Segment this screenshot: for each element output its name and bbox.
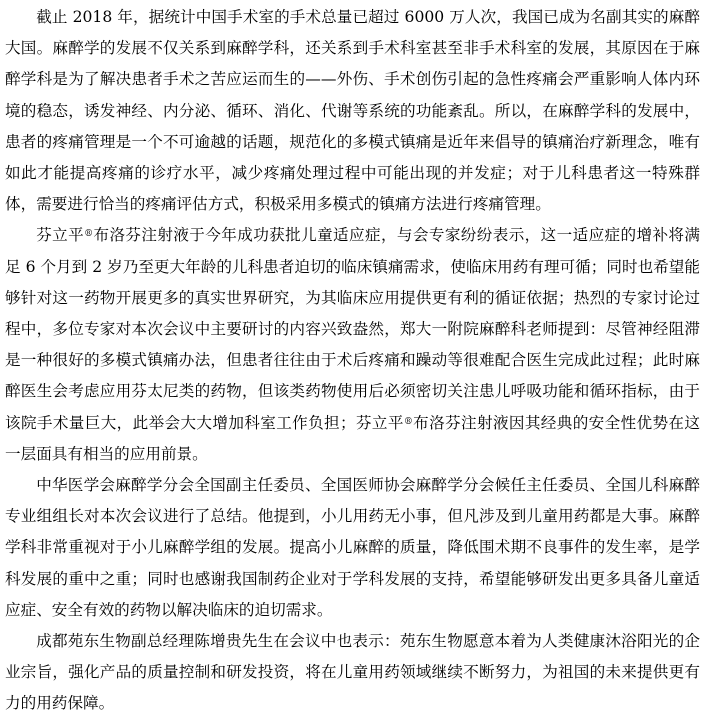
paragraph-3: 中华医学会麻醉学分会全国副主任委员、全国医师协会麻醉学分会候任主任委员、全国儿科麻醉专业组组长对本次会议进行了总结。他提到，小儿用药无小事，但凡涉及到儿童用药都是大事。麻醉学科非常重视对于小儿麻醉学组的发展。提高小儿麻醉的质量，降低围术期不良事件的发生率，是学科发展的重中之重；同时也感谢我国制药企业对于学科发展的支持，希望能够研发出更多具备儿童适应症、安全有效的药物以解决临床的迫切需求。 xyxy=(5,476,700,619)
paragraph-1: 截止 2018 年，据统计中国手术室的手术总量已超过 6000 万人次，我国已成为名副其实的麻醉大国。麻醉学的发展不仅关系到麻醉学科，还关系到手术科室甚至非手术科室的发展，其原因在于麻醉学科是为了解决患者手术之苦应运而生的——外伤、手术创伤引起的急性疼痛会严重影响人体内环境的稳态，诱发神经、内分泌、循环、消化、代谢等系统的功能紊乱。所以，在麻醉学科的发展中，患者的疼痛管理是一个不可逾越的话题，规范化的多模式镇痛是近年来倡导的镇痛治疗新理念，唯有如此才能提高疼痛的诊疗水平，减少疼痛处理过程中可能出现的并发症；对于儿科患者这一特殊群体，需要进行恰当的疼痛评估方式，积极采用多模式的镇痛方法进行疼痛管理。 xyxy=(5,8,700,214)
registered-trademark-icon: ® xyxy=(403,416,413,427)
registered-trademark-icon: ® xyxy=(84,229,94,240)
paragraph-4: 成都苑东生物副总经理陈增贵先生在会议中也表示：苑东生物愿意本着为人类健康沐浴阳光的企业宗旨，强化产品的质量控制和研发投资，将在儿童用药领域继续不断努力，为祖国的未来提供更有力的用药保障。 xyxy=(5,632,700,713)
paragraph-2: 芬立平®布洛芬注射液于今年成功获批儿童适应症，与会专家纷纷表示，这一适应症的增补将满足 6 个月到 2 岁乃至更大年龄的儿科患者迫切的临床镇痛需求，使临床用药有理可循；同时也希望能够针对这一药物开展更多的真实世界研究，为其临床应用提供更有利的循证依据；热烈的专家讨论过程中，多位专家对本次会议中主要研讨的内容兴致盎然，郑大一附院麻醉科老师提到：尽管神经阻滞是一种很好的多模式镇痛办法，但患者往往由于术后疼痛和躁动等很难配合医生完成此过程；此时麻醉医生会考虑应用芬太尼类的药物，但该类药物使用后必须密切关注患儿呼吸功能和循环指标，由于该院手术量巨大，此举会大大增加科室工作负担；芬立平®布洛芬注射液因其经典的安全性优势在这一层面具有相当的应用前景。 xyxy=(5,226,700,463)
